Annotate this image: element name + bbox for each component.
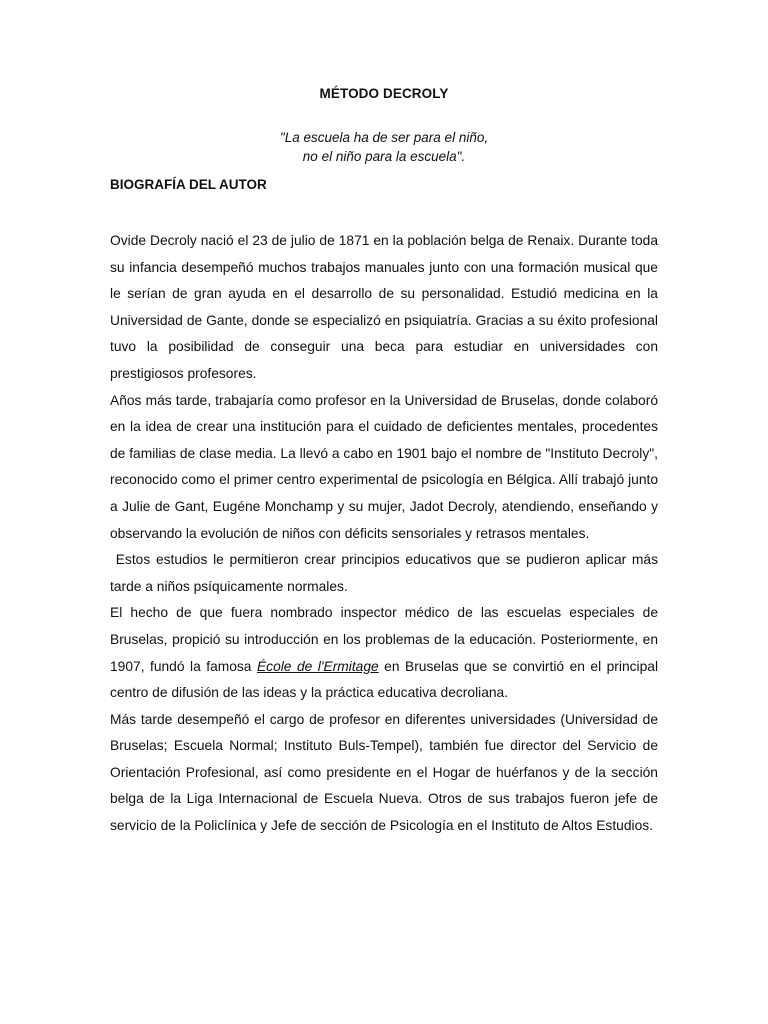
paragraph-ermitage-after: en Bruselas que se convirtió en el principal centro de difusión de las ideas y la práctica educativa decroliana. xyxy=(110,658,659,701)
paragraph-ermitage xyxy=(110,600,658,706)
ermitage-link[interactable]: École de l'Ermitage xyxy=(256,658,379,674)
epigraph-line-2: no el niño para la escuela". xyxy=(302,149,466,164)
epigraph-quote xyxy=(0,128,768,166)
paragraph-birth: Ovide Decroly nació el 23 de julio de 1871 en la población belga de Renaix. Durante toda su infancia desempeñó muchos trabajos manuales junto con una formación musical que le serían de gran ayuda en el desarrollo de su personalidad. Estudió medicina en la Universidad de Gante, donde se especializó en psiquiatría. Gracias a su éxito profesional tuvo la posibilidad de conseguir una beca para estudiar en universidades con prestigiosos profesores. xyxy=(110,233,658,381)
paragraph-principles: Estos estudios le permitieron crear principios educativos que se pudieron aplicar más tarde a niños psíquicamente normales. xyxy=(110,552,662,594)
document-body xyxy=(110,228,662,840)
paragraph-brussels: Años más tarde, trabajaría como profesor en la Universidad de Bruselas, donde colaboró en la idea de crear una institución para el cuidado de deficientes mentales, procedentes de familias de clase media. La llevó a cabo en 1901 bajo el nombre de "Instituto Decroly", reconocido como el primer centro experimental de psicología en Bélgica. Allí trabajó junto a Julie de Gant, Eugéne Monchamp y su mujer, Jadot Decroly, atendiendo, enseñando y observando la evolución de niños con déficits sensoriales y retrasos mentales. xyxy=(110,392,658,541)
paragraph-career: Más tarde desempeñó el cargo de profesor en diferentes universidades (Universidad de Bruselas; Escuela Normal; Instituto Buls-Tempel), también fue director del Servicio de Orientación Profesional, así como presidente en el Hogar de huérfanos y de la sección belga de la Liga Internacional de Escuela Nueva. Otros de sus trabajos fueron jefe de servicio de la Policlínica y Jefe de sección de Psicología en el Instituto de Altos Estudios. xyxy=(110,711,658,834)
paragraph-ermitage-before: El hecho de que fuera nombrado inspector médico de las escuelas especiales de Bruselas, propició su introducción en los problemas de la educación. Posteriormente, en 1907, fundó la famosa xyxy=(110,605,658,674)
epigraph-line-1: "La escuela ha de ser para el niño, xyxy=(279,130,489,145)
document-title: MÉTODO DECROLY xyxy=(319,86,449,101)
section-heading: BIOGRAFÍA DEL AUTOR xyxy=(110,177,267,192)
